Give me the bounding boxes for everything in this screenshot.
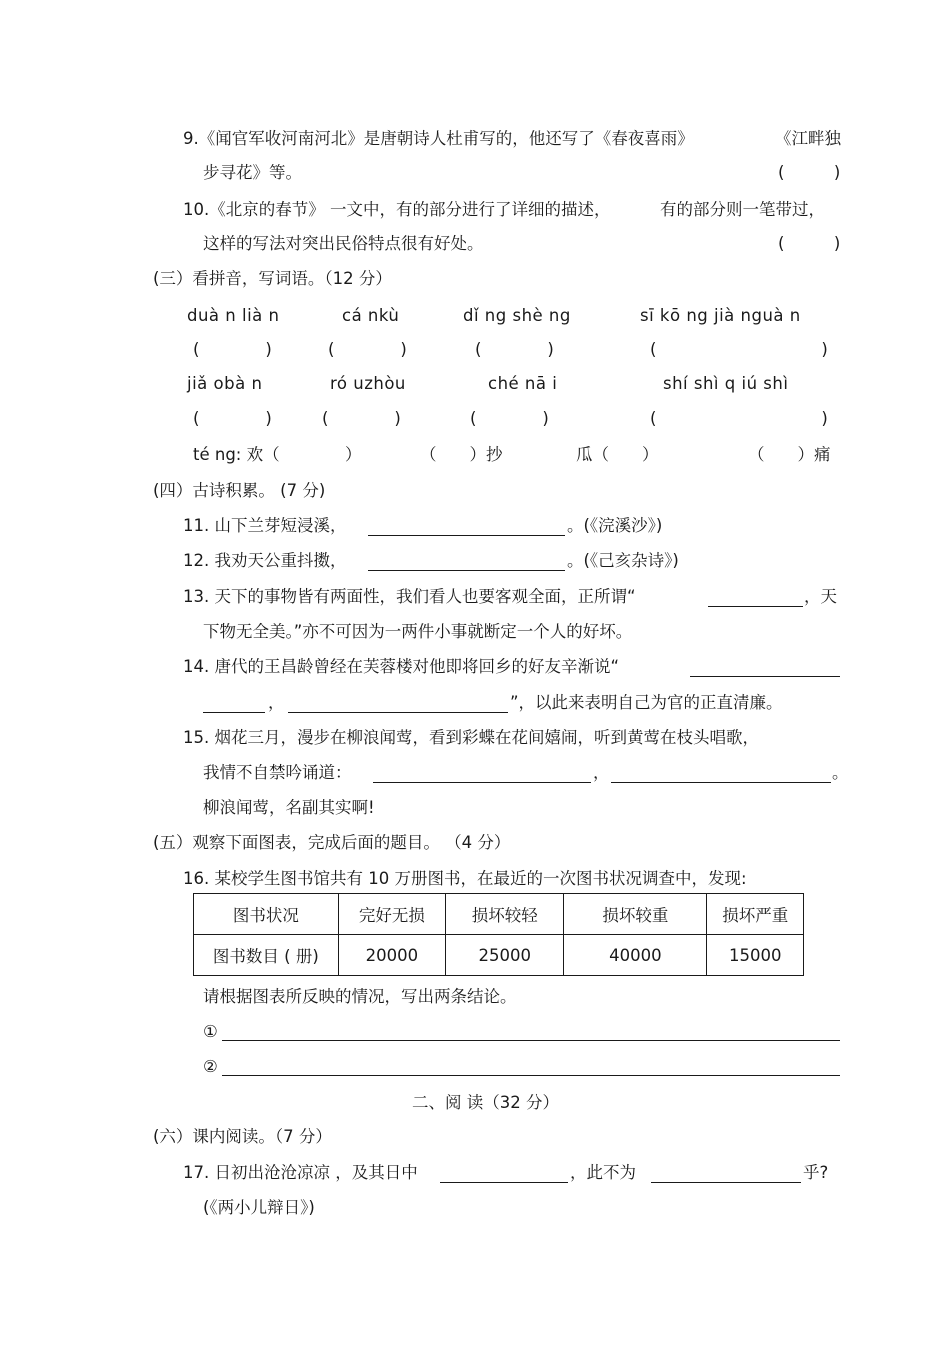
answer-paren-7[interactable]: ( ) [470,409,549,428]
teng-blank-2[interactable]: （ ）抄 [420,445,503,464]
section5-title: (五）观察下面图表，完成后面的题目。 （4 分） [153,833,511,852]
q9-line2: 步寻花》等。 [203,163,302,182]
q11-source: 。(《浣溪沙》) [567,516,663,535]
q15-period: 。 [832,763,849,782]
table-header-cell: 完好无损 [338,894,445,935]
conclusion-2-blank[interactable] [222,1075,840,1076]
table-cell: 20000 [338,935,445,976]
table-cell: 40000 [564,935,707,976]
q17-text: 17. 日初出沧沧凉凉 ，及其日中 [183,1163,418,1182]
q13-line2: 下物无全美。”亦不可因为一两件小事就断定一个人的好坏。 [203,622,633,641]
answer-paren-8[interactable]: ( ) [650,409,828,428]
table-cell: 25000 [446,935,564,976]
q14-line1: 14. 唐代的王昌龄曾经在芙蓉楼对他即将回乡的好友辛渐说“ [183,657,620,676]
q9-line1: 9.《闻官军收河南河北》是唐朝诗人杜甫写的，他还写了《春夜喜雨》 [183,129,694,148]
part2-title: 二、阅 读（32 分） [412,1093,559,1112]
q15-blank-1[interactable] [373,782,591,783]
teng-close: ） [345,445,362,464]
answer-paren-6[interactable]: ( ) [322,409,401,428]
q14-blank-1b[interactable] [203,712,265,713]
q10-answer-paren[interactable]: ( ) [778,234,841,253]
table-header-row [194,894,804,935]
q16-prompt: 请根据图表所反映的情况，写出两条结论。 [203,987,517,1006]
conclusion-1-blank[interactable] [222,1040,840,1041]
q12-blank[interactable] [368,570,565,571]
q13-line1-end: ，天 [804,587,837,606]
conclusion-1-marker: ① [203,1022,218,1041]
table-cell: 图书数目 ( 册) [194,935,339,976]
q17-blank-1[interactable] [440,1182,568,1183]
q10-line1: 10.《北京的春节》 一文中，有的部分进行了详细的描述， [183,200,611,219]
pinyin-6: ró uzhòu [330,374,406,393]
table-header-cell: 损坏较重 [564,894,707,935]
q17-blank-2[interactable] [651,1182,801,1183]
q17-middle: ，此不为 [570,1163,636,1182]
answer-paren-4[interactable]: ( ) [650,340,828,359]
answer-paren-2[interactable]: ( ) [328,340,407,359]
pinyin-4: sī kō ng jià nguà n [640,306,801,325]
q16-text: 16. 某校学生图书馆共有 10 万册图书，在最近的一次图书状况调查中，发现: [183,869,747,888]
teng-blank-3[interactable]: 瓜（ ） [576,445,659,464]
q14-comma: ， [268,693,285,712]
q17-source: (《两小儿辩日》) [203,1198,315,1217]
table-cell: 15000 [707,935,804,976]
table-header-cell: 损坏较轻 [446,894,564,935]
q17-end: 乎? [803,1163,829,1182]
q10-line1-end: 有的部分则一笔带过， [660,200,825,219]
table-header-cell: 损坏严重 [707,894,804,935]
q15-line2: 我情不自禁吟诵道： [203,763,352,782]
table-header-cell: 图书状况 [194,894,339,935]
book-status-table [193,893,804,976]
q10-line2: 这样的写法对突出民俗特点很有好处。 [203,234,484,253]
table-row [194,935,804,976]
q12-text: 12. 我劝天公重抖擞， [183,551,347,570]
q9-line1-end: 《江畔独 [775,129,841,148]
pinyin-3: dǐ ng shè ng [463,306,571,325]
q14-line2-end: ”，以此来表明自己为官的正直清廉。 [510,693,783,712]
section4-title: (四）古诗积累。 (7 分) [153,481,326,500]
q14-blank-1a[interactable] [690,676,840,677]
q9-answer-paren[interactable]: ( ) [778,163,841,182]
pinyin-7: ché nā i [488,374,558,393]
pinyin-8: shí shì q iú shì [663,374,789,393]
section6-title: (六）课内阅读。（7 分） [153,1127,332,1146]
q15-comma: ， [593,763,610,782]
q12-source: 。(《己亥杂诗》) [567,551,679,570]
q11-text: 11. 山下兰芽短浸溪， [183,516,347,535]
q15-line3: 柳浪闻莺，名副其实啊! [203,798,375,817]
teng-prefix: té ng: 欢（ [193,445,280,464]
q13-line1: 13. 天下的事物皆有两面性，我们看人也要客观全面，正所谓“ [183,587,636,606]
q15-line1: 15. 烟花三月，漫步在柳浪闻莺，看到彩蝶在花间嬉闹，听到黄莺在枝头唱歌， [183,728,759,747]
answer-paren-3[interactable]: ( ) [475,340,554,359]
pinyin-5: jiǎ obà n [187,374,263,393]
teng-blank-4[interactable]: （ ）痛 [748,445,831,464]
section3-title: (三）看拼音，写词语。（12 分） [153,269,392,288]
q13-blank[interactable] [708,606,803,607]
answer-paren-5[interactable]: ( ) [193,409,272,428]
answer-paren-1[interactable]: ( ) [193,340,272,359]
q14-blank-2[interactable] [288,712,508,713]
pinyin-2: cá nkù [342,306,400,325]
conclusion-2-marker: ② [203,1057,218,1076]
pinyin-1: duà n lià n [187,306,280,325]
q11-blank[interactable] [368,535,565,536]
q15-blank-2[interactable] [611,782,831,783]
